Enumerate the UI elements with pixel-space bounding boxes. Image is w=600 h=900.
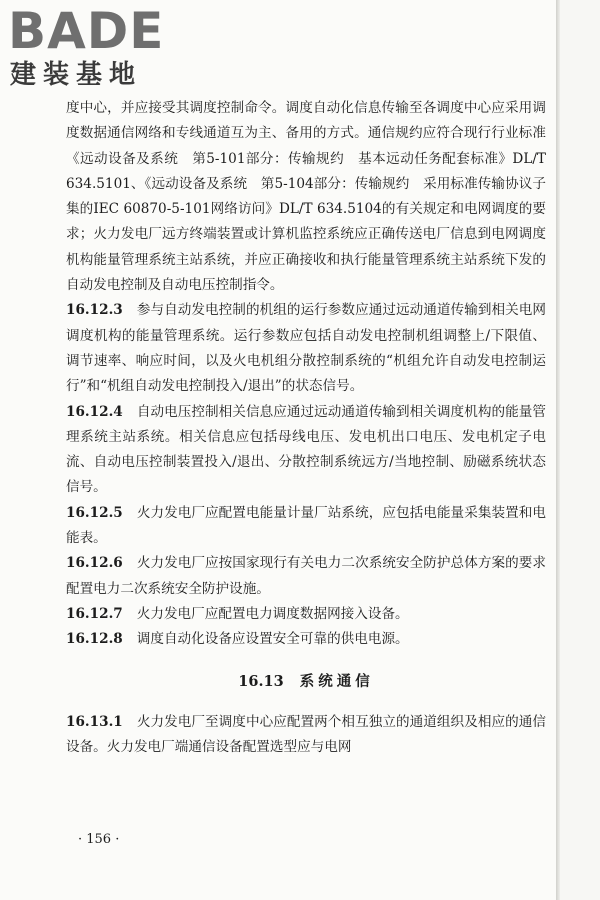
clause-text: 自动电压控制相关信息应通过远动通道传输到相关调度机构的能量管理系统主站系统。相关信息应包括母线电压、发电机出口电压、发电机定子电流、自动电压控制装置投入/退出、分散控制系统远方/当地控制、励磁系统状态信号。 [66, 403, 546, 496]
section-heading [66, 669, 546, 694]
document-body [66, 96, 546, 760]
page-number: · 156 · [78, 832, 120, 847]
clause-text: 火力发电厂应按国家现行有关电力二次系统安全防护总体方案的要求配置电力二次系统安全防护设施。 [66, 555, 546, 597]
clause-number: 16.13.1 [66, 713, 123, 730]
clause-text: 火力发电厂至调度中心应配置两个相互独立的通道组织及相应的通信设备。火力发电厂端通信设备配置选型应与电网 [66, 713, 546, 756]
clause-text: 调度自动化设备应设置安全可靠的供电电源。 [136, 631, 409, 648]
clause-16-13-1 [66, 710, 546, 761]
clause-16-12-6 [66, 551, 546, 602]
clause-16-12-7 [66, 602, 546, 627]
paragraph-text: 度中心，并应接受其调度控制命令。调度自动化信息传输至各调度中心应采用调度数据通信网络和专线通道互为主、备用的方式。通信规约应符合现行行业标准《远动设备及系统 第5-101部分：传输规约 基本远动任务配套标准》DL/T 634.5101、《远动设备及系统 第5-104部分：传输规约 采用标准传输协议子集的IEC 60870-5-101网络访问》DL/T 634.5104的有关规定和电网调度的要求；火力发电厂远方终端装置或计算机监控系统应正确传送电厂信息到电网调度机构能量管理系统主站系统，并应正确接收和执行能量管理系统主站系统下发的自动发电控制及自动电压控制指令。 [66, 100, 546, 294]
paragraph-continued [66, 96, 546, 298]
clause-number: 16.12.6 [66, 555, 123, 572]
section-number: 16.13 [238, 672, 284, 690]
clause-16-12-3 [66, 298, 546, 399]
logo-subtitle: 建装基地 [10, 60, 143, 90]
section-title-text: 系统通信 [299, 672, 374, 690]
clause-16-12-5 [66, 501, 546, 552]
clause-text: 火力发电厂应配置电力调度数据网接入设备。 [136, 605, 409, 622]
clause-number: 16.12.7 [66, 605, 123, 622]
page-margin-strip [560, 0, 600, 900]
clause-text: 火力发电厂应配置电能量计量厂站系统，应包括电能量采集装置和电能表。 [66, 504, 546, 547]
watermark-logo [8, 2, 178, 96]
clause-number: 16.12.3 [66, 302, 123, 319]
clause-number: 16.12.5 [66, 504, 123, 521]
logo-word: BADE [8, 2, 165, 60]
clause-16-12-4 [66, 400, 546, 501]
clause-text: 参与自动发电控制的机组的运行参数应通过远动通道传输到相关电网调度机构的能量管理系统。运行参数应包括自动发电控制机组调整上/下限值、调节速率、响应时间，以及火电机组分散控制系统的“机组允许自动发电控制运行”和“机组自动发电控制投入/退出”的状态信号。 [66, 302, 546, 395]
clause-number: 16.12.8 [66, 631, 123, 648]
clause-number: 16.12.4 [66, 403, 123, 420]
clause-16-12-8 [66, 627, 546, 652]
